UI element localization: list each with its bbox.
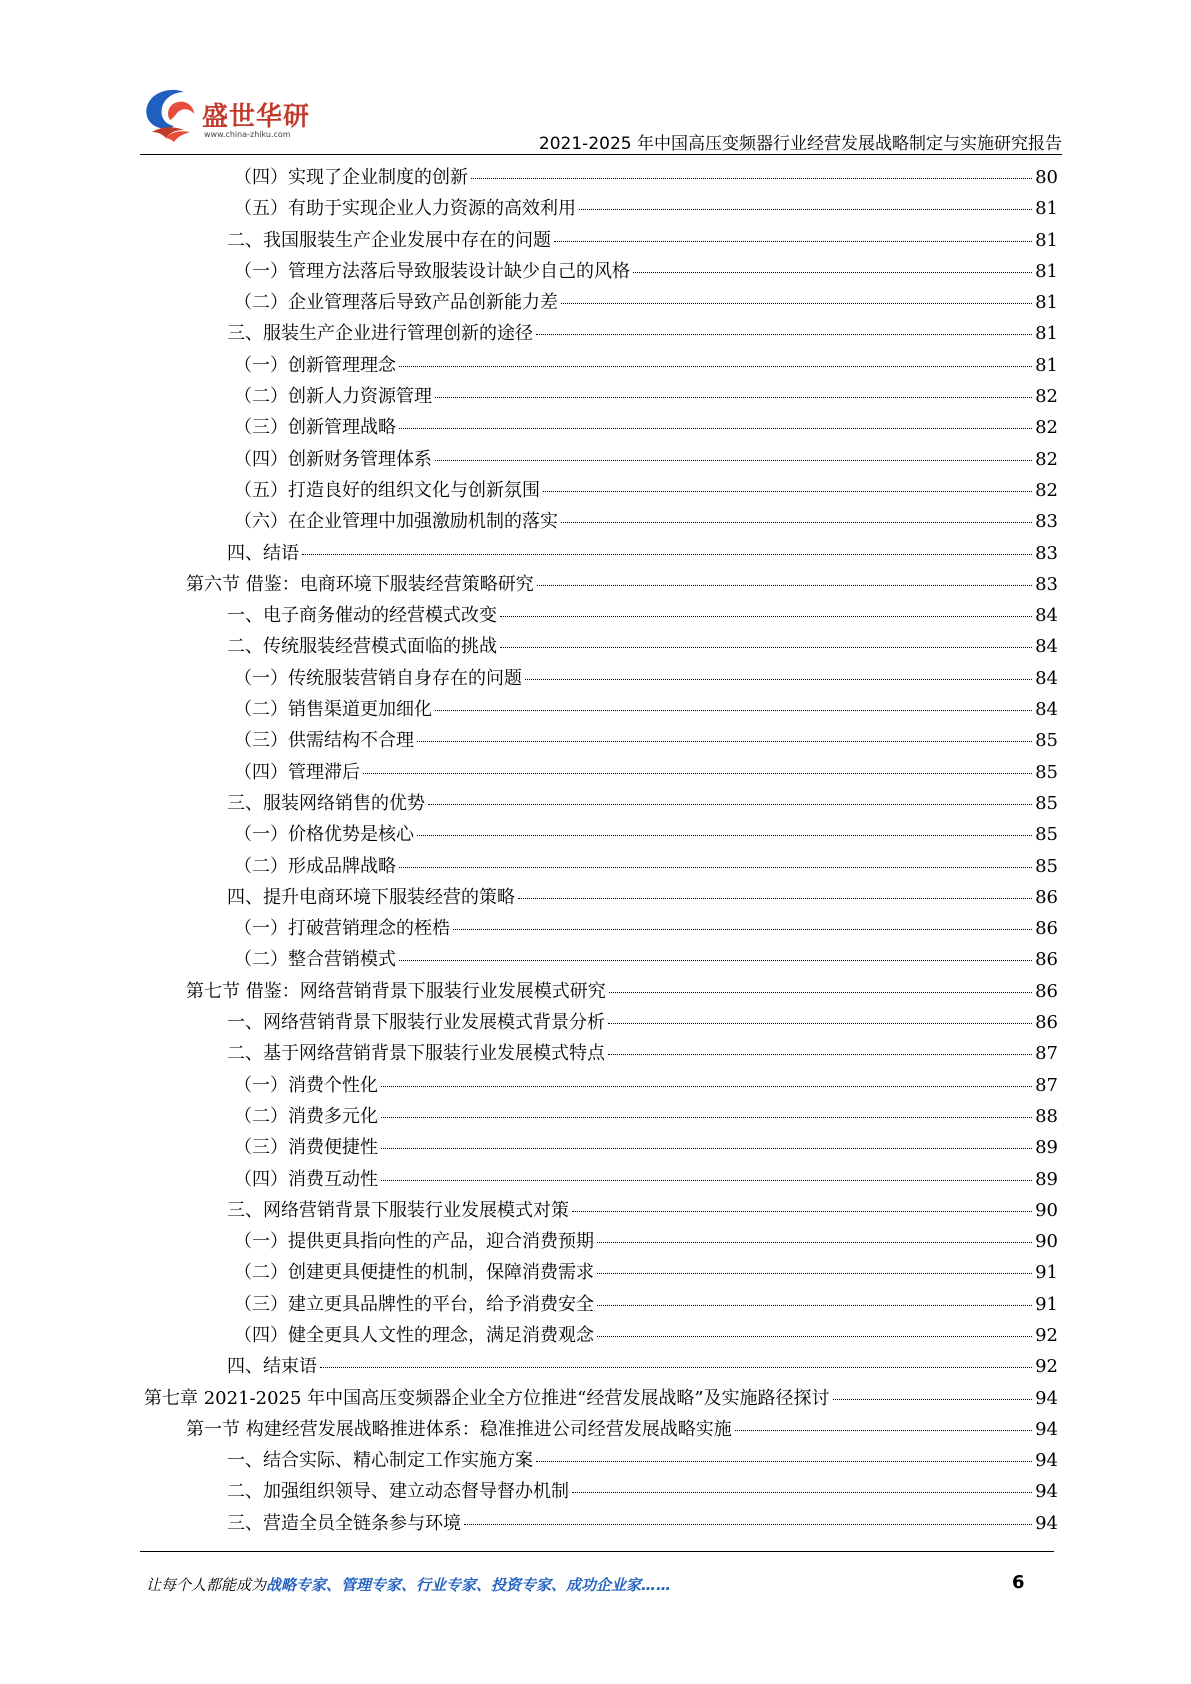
toc-entry-title: （二）创新人力资源管理 [234,386,432,408]
toc-entry-title: （三）建立更具品牌性的平台，给予消费安全 [234,1293,594,1315]
toc-entry[interactable] [144,162,1058,193]
toc-entry[interactable] [144,1164,1058,1195]
toc-dot-leader [536,333,1032,335]
report-title: 2021-2025 年中国高压变频器行业经营发展战略制定与实施研究报告 [538,134,1062,154]
footer-slogan [146,1574,671,1595]
toc-entry[interactable] [144,913,1058,944]
toc-entry[interactable] [144,1320,1058,1351]
toc-entry[interactable] [144,663,1058,694]
toc-dot-leader [537,584,1032,586]
toc-entry[interactable] [144,1414,1058,1445]
toc-entry[interactable] [144,600,1058,631]
toc-entry-title: （一）提供更具指向性的产品，迎合消费预期 [234,1231,594,1253]
toc-entry-title: （四）管理滞后 [234,761,360,783]
toc-entry-title: 二、我国服装生产企业发展中存在的问题 [227,229,551,251]
toc-entry[interactable] [144,1383,1058,1414]
toc-dot-leader [579,208,1032,210]
toc-entry-title: （四）创新财务管理体系 [234,448,432,470]
toc-entry-title: （四）健全更具人文性的理念，满足消费观念 [234,1324,594,1346]
toc-entry-page: 92 [1035,1324,1058,1346]
toc-entry-page: 91 [1035,1293,1058,1315]
toc-entry[interactable] [144,538,1058,569]
toc-entry-title: （四）消费互动性 [234,1168,378,1190]
toc-entry-title: （二）形成品牌战略 [234,855,396,877]
toc-entry[interactable] [144,1476,1058,1507]
toc-entry-page: 87 [1035,1074,1058,1096]
toc-dot-leader [381,1085,1032,1087]
toc-entry-page: 94 [1035,1512,1058,1534]
toc-dot-leader [500,615,1032,617]
toc-entry-page: 94 [1035,1418,1058,1440]
toc-entry-page: 81 [1035,260,1058,282]
toc-dot-leader [525,678,1032,680]
toc-dot-leader [597,1335,1032,1337]
toc-entry-title: 第一节 构建经营发展战略推进体系：稳准推进公司经营发展战略实施 [186,1418,732,1440]
toc-entry[interactable] [144,788,1058,819]
toc-entry-page: 83 [1035,511,1058,533]
toc-entry-title: （一）管理方法落后导致服装设计缺少自己的风格 [234,260,630,282]
toc-entry-title: 一、电子商务催动的经营模式改变 [227,605,497,627]
table-of-contents [144,162,1058,1539]
toc-entry[interactable] [144,1101,1058,1132]
toc-dot-leader [381,1116,1032,1118]
toc-dot-leader [464,1523,1032,1525]
toc-dot-leader [572,1210,1032,1212]
toc-dot-leader [399,365,1032,367]
toc-entry-title: 第七节 借鉴：网络营销背景下服装行业发展模式研究 [186,980,606,1002]
page-header [0,0,1191,160]
toc-entry-page: 82 [1035,386,1058,408]
toc-entry-page: 89 [1035,1168,1058,1190]
toc-entry[interactable] [144,475,1058,506]
toc-entry-page: 85 [1035,730,1058,752]
toc-entry-page: 82 [1035,417,1058,439]
toc-dot-leader [417,740,1032,742]
toc-entry[interactable] [144,694,1058,725]
toc-entry-page: 85 [1035,824,1058,846]
toc-entry[interactable] [144,381,1058,412]
toc-entry-title: 四、结束语 [227,1356,317,1378]
toc-dot-leader [320,1366,1032,1368]
toc-dot-leader [399,866,1032,868]
toc-entry-title: 二、加强组织领导、建立动态督导督办机制 [227,1481,569,1503]
brand-name: 盛世华研 [202,102,311,132]
toc-entry[interactable] [144,1351,1058,1382]
toc-dot-leader [417,834,1032,836]
toc-dot-leader [500,646,1032,648]
toc-entry[interactable] [144,757,1058,788]
toc-dot-leader [435,709,1032,711]
toc-entry-title: （一）价格优势是核心 [234,824,414,846]
toc-entry-page: 84 [1035,605,1058,627]
toc-entry[interactable] [144,819,1058,850]
toc-entry-title: 三、服装生产企业进行管理创新的途径 [227,323,533,345]
toc-entry[interactable] [144,287,1058,318]
toc-entry-page: 94 [1035,1450,1058,1472]
toc-entry[interactable] [144,1070,1058,1101]
toc-dot-leader [302,553,1032,555]
toc-entry-title: （二）企业管理落后导致产品创新能力差 [234,292,558,314]
toc-entry[interactable] [144,350,1058,381]
toc-entry[interactable] [144,193,1058,224]
toc-entry[interactable] [144,1132,1058,1163]
toc-dot-leader [833,1398,1033,1400]
toc-dot-leader [597,1241,1032,1243]
toc-entry-page: 82 [1035,479,1058,501]
toc-dot-leader [471,177,1032,179]
toc-dot-leader [453,928,1032,930]
toc-dot-leader [435,459,1032,461]
slogan-highlight: 战略专家、管理专家、行业专家、投资专家、成功企业家…… [266,1576,672,1594]
toc-entry-title: （一）消费个性化 [234,1074,378,1096]
toc-entry[interactable] [144,725,1058,756]
logo-emblem-icon [140,84,204,144]
toc-entry-title: （一）创新管理理念 [234,354,396,376]
toc-entry-page: 92 [1035,1356,1058,1378]
toc-entry[interactable] [144,1257,1058,1288]
toc-entry-page: 85 [1035,761,1058,783]
toc-entry[interactable] [144,1007,1058,1038]
toc-dot-leader [597,1272,1032,1274]
toc-entry-page: 87 [1035,1043,1058,1065]
toc-entry-page: 83 [1035,542,1058,564]
company-logo [140,84,310,150]
toc-entry[interactable] [144,1289,1058,1320]
toc-dot-leader [536,1460,1032,1462]
toc-entry-title: （五）有助于实现企业人力资源的高效利用 [234,198,576,220]
toc-dot-leader [399,959,1032,961]
toc-entry[interactable] [144,506,1058,537]
toc-entry-page: 85 [1035,792,1058,814]
toc-entry-title: （三）消费便捷性 [234,1137,378,1159]
toc-entry-title: （二）消费多元化 [234,1105,378,1127]
toc-entry-page: 82 [1035,448,1058,470]
toc-entry[interactable] [144,225,1058,256]
toc-entry-page: 84 [1035,667,1058,689]
toc-dot-leader [735,1429,1032,1431]
toc-entry[interactable] [144,851,1058,882]
toc-entry-page: 90 [1035,1231,1058,1253]
toc-entry-title: （二）销售渠道更加细化 [234,699,432,721]
toc-dot-leader [381,1147,1032,1149]
toc-entry-page: 86 [1035,1012,1058,1034]
toc-entry-title: （一）传统服装营销自身存在的问题 [234,667,522,689]
toc-dot-leader [633,271,1032,273]
toc-entry-title: 二、基于网络营销背景下服装行业发展模式特点 [227,1043,605,1065]
toc-dot-leader [428,803,1032,805]
toc-entry-page: 90 [1035,1199,1058,1221]
toc-entry-page: 91 [1035,1262,1058,1284]
toc-entry-title: 第六节 借鉴：电商环境下服装经营策略研究 [186,573,534,595]
toc-entry-title: 三、网络营销背景下服装行业发展模式对策 [227,1199,569,1221]
toc-entry-title: 三、营造全员全链条参与环境 [227,1512,461,1534]
toc-entry[interactable] [144,1445,1058,1476]
toc-entry[interactable] [144,976,1058,1007]
toc-entry-page: 85 [1035,855,1058,877]
toc-entry-page: 81 [1035,354,1058,376]
toc-entry[interactable] [144,318,1058,349]
toc-entry-page: 86 [1035,949,1058,971]
toc-entry-title: 一、结合实际、精心制定工作实施方案 [227,1450,533,1472]
toc-entry-page: 94 [1035,1481,1058,1503]
toc-dot-leader [543,490,1032,492]
toc-entry-title: 三、服装网络销售的优势 [227,792,425,814]
toc-dot-leader [554,240,1032,242]
toc-dot-leader [609,991,1032,993]
toc-entry-title: （四）实现了企业制度的创新 [234,167,468,188]
toc-entry[interactable] [144,1226,1058,1257]
header-divider [140,154,1062,155]
toc-entry[interactable] [144,444,1058,475]
toc-entry-title: 一、网络营销背景下服装行业发展模式背景分析 [227,1012,605,1034]
toc-entry-title: 四、提升电商环境下服装经营的策略 [227,886,515,908]
toc-dot-leader [363,772,1032,774]
toc-dot-leader [608,1022,1032,1024]
toc-entry-page: 86 [1035,980,1058,1002]
toc-entry-title: （三）创新管理战略 [234,417,396,439]
toc-entry-title: 二、传统服装经营模式面临的挑战 [227,636,497,658]
toc-entry-page: 89 [1035,1137,1058,1159]
slogan-prefix: 让每个人都能成为 [146,1576,267,1594]
toc-dot-leader [597,1304,1032,1306]
page-number: 6 [1012,1572,1025,1593]
toc-entry-title: （二）整合营销模式 [234,949,396,971]
toc-entry-title: （二）创建更具便捷性的机制，保障消费需求 [234,1262,594,1284]
toc-entry-title: （一）打破营销理念的桎梏 [234,918,450,940]
toc-entry[interactable] [144,256,1058,287]
toc-entry[interactable] [144,1195,1058,1226]
footer-divider [140,1551,1054,1552]
toc-entry-title: （五）打造良好的组织文化与创新氛围 [234,479,540,501]
toc-entry[interactable] [144,1508,1058,1539]
toc-entry-title: （六）在企业管理中加强激励机制的落实 [234,511,558,533]
toc-entry-page: 94 [1035,1387,1058,1409]
toc-entry-title: （三）供需结构不合理 [234,730,414,752]
toc-entry-page: 81 [1035,292,1058,314]
toc-entry[interactable] [144,569,1058,600]
toc-entry-title: 四、结语 [227,542,299,564]
toc-dot-leader [399,427,1032,429]
toc-entry-page: 86 [1035,886,1058,908]
toc-entry-page: 81 [1035,229,1058,251]
toc-entry-page: 88 [1035,1105,1058,1127]
toc-entry-page: 86 [1035,918,1058,940]
toc-entry[interactable] [144,944,1058,975]
toc-entry-page: 81 [1035,198,1058,220]
toc-entry[interactable] [144,412,1058,443]
toc-dot-leader [561,521,1032,523]
toc-entry[interactable] [144,1038,1058,1069]
toc-entry-page: 84 [1035,636,1058,658]
toc-dot-leader [561,302,1032,304]
brand-url: www.china-zhiku.com [204,130,291,139]
toc-dot-leader [518,897,1032,899]
toc-dot-leader [435,396,1032,398]
toc-entry-page: 80 [1035,167,1058,188]
toc-entry[interactable] [144,882,1058,913]
toc-entry-page: 81 [1035,323,1058,345]
toc-dot-leader [608,1053,1032,1055]
toc-entry-page: 84 [1035,699,1058,721]
toc-entry-page: 83 [1035,573,1058,595]
toc-dot-leader [381,1179,1032,1181]
toc-entry-title: 第七章 2021-2025 年中国高压变频器企业全方位推进“经营发展战略”及实施路径探讨 [144,1387,830,1409]
toc-dot-leader [572,1491,1032,1493]
toc-entry[interactable] [144,631,1058,662]
